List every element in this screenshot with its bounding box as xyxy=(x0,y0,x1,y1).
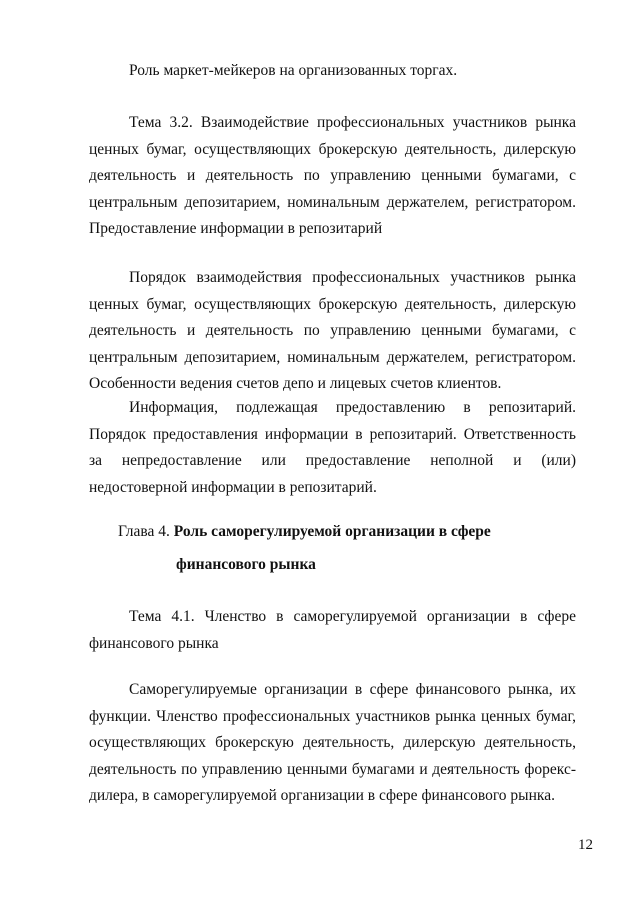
chapter-4-title-line-2: финансового рынка xyxy=(176,556,316,573)
intro-line: Роль маркет-мейкеров на организованных торгах. xyxy=(129,62,458,79)
chapter-4-heading xyxy=(118,523,491,541)
page-number: 12 xyxy=(578,837,593,853)
paragraph-self-regulatory-organizations: Саморегулируемые организации в сфере финансового рынка, их функции. Членство профессиональных участников рынка ценных бумаг, осуществляющих брокерскую деятельность, дилерскую деятельность, деятельность по управлению ценными бумагами и деятельность форекс-дилера, в саморегулируемой организации в сфере финансового рынка. xyxy=(89,681,576,804)
paragraph-interaction-order: Порядок взаимодействия профессиональных участников рынка ценных бумаг, осуществляющих брокерскую деятельность, дилерскую деятельность и деятельность по управлению ценными бумагами, с центральным депозитарием, номинальным держателем, регистратором. Особенности ведения счетов депо и лицевых счетов клиентов. xyxy=(89,269,576,392)
chapter-4-prefix: Глава 4. xyxy=(118,523,170,540)
topic-4-1-heading: Тема 4.1. Членство в саморегулируемой организации в сфере финансового рынка xyxy=(89,608,576,652)
topic-3-2-heading: Тема 3.2. Взаимодействие профессиональных участников рынка ценных бумаг, осуществляющих брокерскую деятельность, дилерскую деятельность и деятельность по управлению ценными бумагами, с центральным депозитарием, номинальным держателем, регистратором. Предоставление информации в репозитарий xyxy=(89,114,576,237)
chapter-4-title-line-1: Роль саморегулируемой организации в сфере xyxy=(173,523,491,540)
paragraph-repository-information: Информация, подлежащая предоставлению в репозитарий. Порядок предоставления информации в репозитарий. Ответственность за непредоставление или предоставление неполной и (или) недостоверной информации в репозитарий. xyxy=(89,399,576,496)
